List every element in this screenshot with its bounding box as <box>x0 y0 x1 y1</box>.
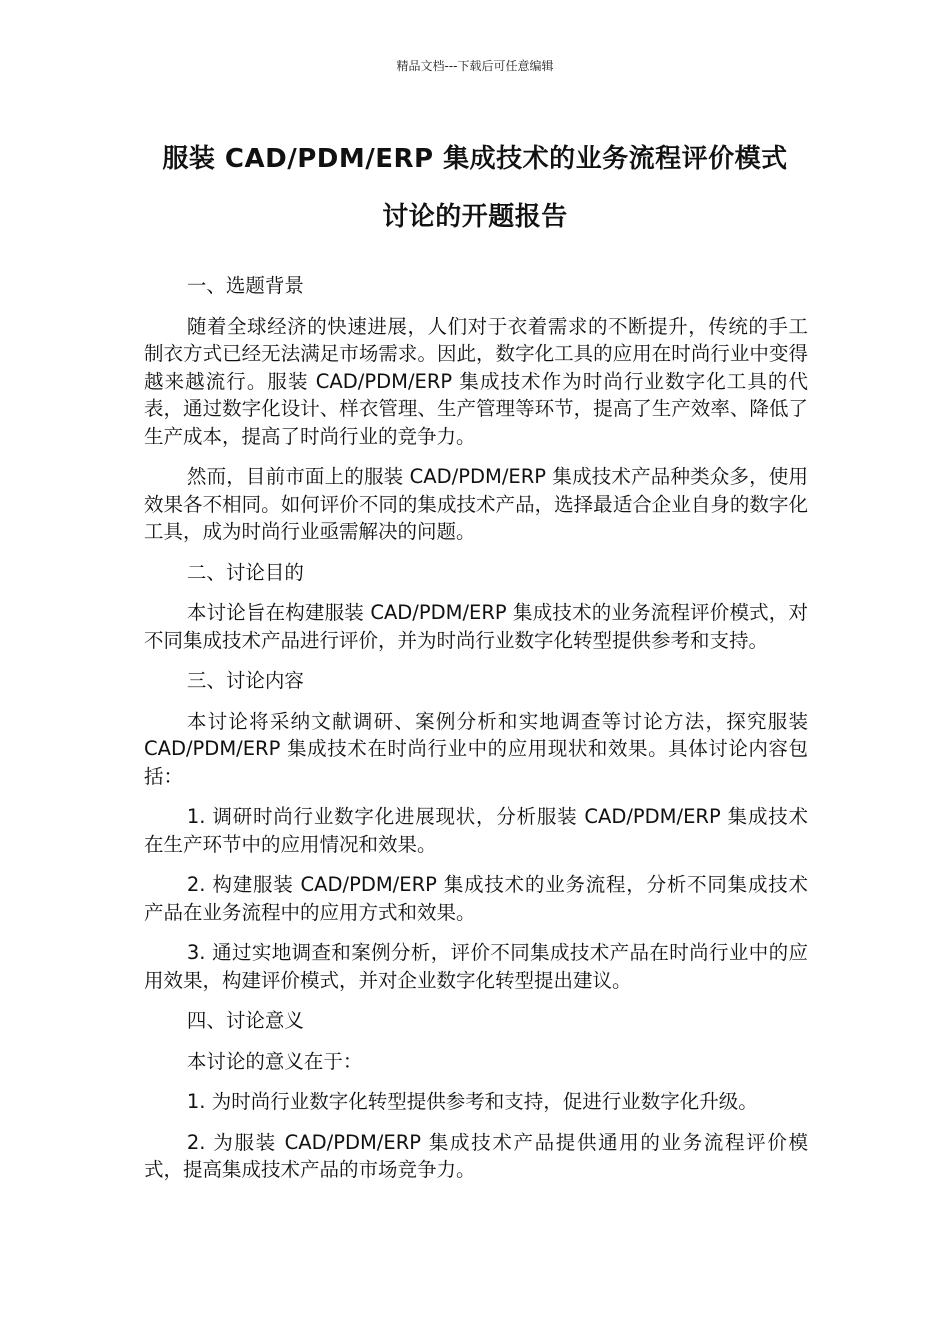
section-heading-background: 一、选题背景 <box>186 274 304 297</box>
document-body <box>144 272 808 1197</box>
header-note: 精品文档---下载后可任意编辑 <box>396 59 554 73</box>
paragraph: 本讨论旨在构建服装 CAD/PDM/ERP 集成技术的业务流程评价模式，对不同集成技术产品进行评价，并为时尚行业数字化转型提供参考和支持。 <box>144 601 808 652</box>
paragraph: 本讨论将采纳文献调研、案例分析和实地调查等讨论方法，探究服装 CAD/PDM/ERP 集成技术在时尚行业中的应用现状和效果。具体讨论内容包括： <box>144 709 808 788</box>
list-item: 1. 为时尚行业数字化转型提供参考和支持，促进行业数字化升级。 <box>186 1090 758 1113</box>
document-title-line-1: 服装 CAD/PDM/ERP 集成技术的业务流程评价模式 <box>162 144 788 174</box>
paragraph: 然而，目前市面上的服装 CAD/PDM/ERP 集成技术产品种类众多，使用效果各不相同。如何评价不同的集成技术产品，选择最适合企业自身的数字化工具，成为时尚行业亟需解决的问题。 <box>144 465 808 543</box>
document-title-line-2: 讨论的开题报告 <box>382 202 568 232</box>
list-item: 2. 为服装 CAD/PDM/ERP 集成技术产品提供通用的业务流程评价模式，提高集成技术产品的市场竞争力。 <box>144 1130 808 1181</box>
section-heading-significance: 四、讨论意义 <box>186 1009 304 1032</box>
list-item: 3. 通过实地调查和案例分析，评价不同集成技术产品在时尚行业中的应用效果，构建评价模式，并对企业数字化转型提出建议。 <box>144 941 808 992</box>
list-item: 2. 构建服装 CAD/PDM/ERP 集成技术的业务流程，分析不同集成技术产品在业务流程中的应用方式和效果。 <box>144 873 808 924</box>
list-item: 1. 调研时尚行业数字化进展现状，分析服装 CAD/PDM/ERP 集成技术在生产环节中的应用情况和效果。 <box>144 805 808 856</box>
section-heading-purpose: 二、讨论目的 <box>186 560 304 584</box>
section-heading-content: 三、讨论内容 <box>186 669 304 692</box>
paragraph: 本讨论的意义在于： <box>186 1049 363 1073</box>
paragraph: 随着全球经济的快速进展，人们对于衣着需求的不断提升，传统的手工制衣方式已经无法满足市场需求。因此，数字化工具的应用在时尚行业中变得越来越流行。服装 CAD/PDM/ERP 集成技术作为时尚行业数字化工具的代表，通过数字化设计、样衣管理、生产管理等环节，提高了生产效率、降低了生产成本，提高了时尚行业的竞争力。 <box>144 314 808 448</box>
